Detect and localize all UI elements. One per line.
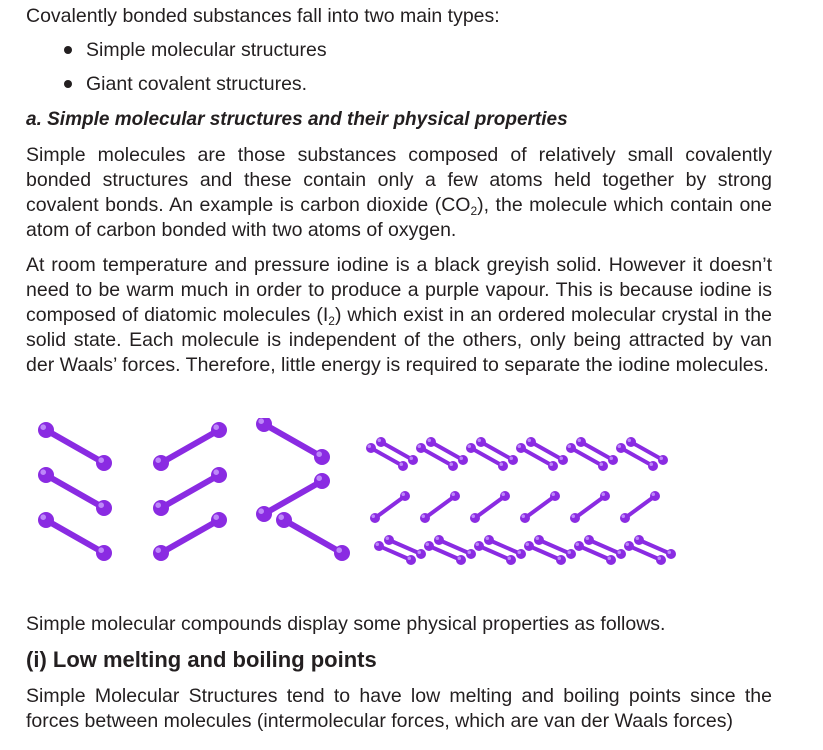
- iodine-molecule: [256, 473, 330, 522]
- iodine-molecule: [38, 467, 112, 516]
- paragraph-melting-points: Simple Molecular Structures tend to have low melting and boiling points since the forces between molecules (intermolecular forces, which are van der Waals forces): [26, 685, 772, 732]
- iodine-molecule: [38, 512, 112, 561]
- iodine-molecule: [520, 491, 560, 523]
- intro-text: Covalently bonded substances fall into two main types:: [26, 5, 500, 27]
- document-page: [26, 0, 772, 732]
- list-item: [86, 67, 772, 101]
- iodine-molecule: [153, 467, 227, 516]
- iodine-molecule: [153, 422, 227, 471]
- paragraph-text: At room temperature and pressure iodine is a black greyish solid. However it doesn’t need to be warm much in order to produce a purple vapour. This is because iodine is composed of diatomic molecules (I: [26, 254, 772, 326]
- paragraph-text: ) which exist in an ordered molecular crystal in the solid state. Each molecule is independent of the others, only being attracted by van der Waals’ forces. Therefore, little energy is required to separate the iodine molecules.: [26, 304, 772, 376]
- type-list: [26, 33, 772, 101]
- list-item-text: Giant covalent structures.: [86, 73, 308, 95]
- iodine-molecule: [420, 491, 460, 523]
- iodine-molecule: [38, 422, 112, 471]
- iodine-molecule: [570, 491, 610, 523]
- list-item: [86, 33, 772, 67]
- subscript: 2: [470, 204, 478, 218]
- iodine-molecule: [256, 418, 330, 465]
- subscript: 2: [328, 314, 335, 328]
- iodine-molecule: [470, 491, 510, 523]
- paragraph-simple-molecules: [26, 143, 772, 243]
- bullet-icon: [64, 46, 72, 54]
- section-heading-i: (i) Low melting and boiling points: [26, 647, 377, 672]
- iodine-molecule: [276, 512, 350, 561]
- bullet-icon: [64, 80, 72, 88]
- paragraph-text: Simple molecules are those substances composed of relatively small covalently bonded structures and these contain only a few atoms held together by strong covalent bonds. An example is carbon dioxide (CO: [26, 144, 772, 216]
- paragraph-iodine: [26, 253, 772, 378]
- properties-intro: Simple molecular compounds display some physical properties as follows.: [26, 613, 666, 635]
- iodine-crystal-figure: [26, 418, 772, 568]
- iodine-molecule: [153, 512, 227, 561]
- iodine-molecule: [620, 491, 660, 523]
- iodine-molecule: [370, 491, 410, 523]
- list-item-text: Simple molecular structures: [86, 39, 327, 61]
- paragraph-text: ), the molecule which contain one atom of carbon bonded with two atoms of oxygen.: [26, 194, 772, 241]
- section-heading-a: a. Simple molecular structures and their physical properties: [26, 109, 568, 130]
